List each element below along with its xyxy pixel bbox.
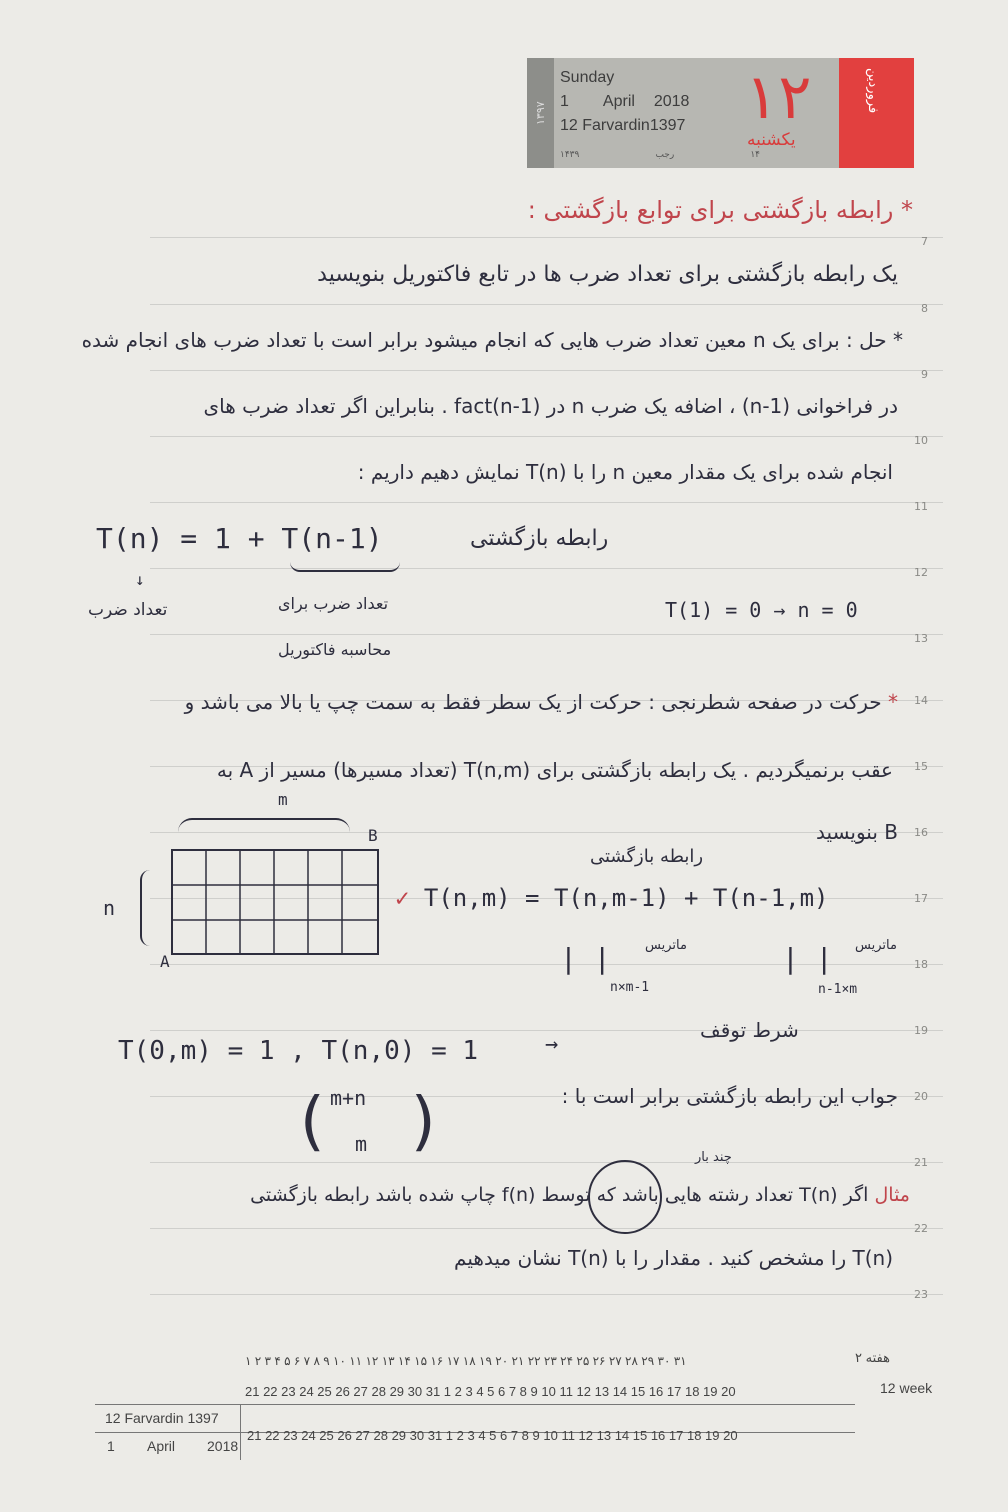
persian-date: 12 Farvardin1397 (560, 117, 686, 134)
equation-grid (395, 884, 828, 912)
base-case-grid: T(0,m) = 1 , T(n,0) = 1 (118, 1036, 479, 1066)
line-number: 8 (921, 302, 928, 315)
rule-line (150, 568, 943, 569)
line-number: 11 (914, 500, 928, 513)
line-number: 7 (921, 235, 928, 248)
rule-line (150, 304, 943, 305)
footer-row2-days: 21 22 23 24 25 26 27 28 29 30 31 1 2 3 4 5 6 7 8 9 10 11 12 13 14 15 16 17 18 19 20 (247, 1428, 738, 1443)
equation-factorial-label: رابطه بازگشتی (470, 526, 609, 551)
note-line-2-text: حل : برای یک n معین تعداد ضرب هایی که انجام میشود برابر است با تعداد ضرب های انجام شده (81, 328, 887, 352)
equation-left-note: تعداد ضرب (88, 600, 168, 620)
equation-mid-note-2: محاسبه فاکتوریل (278, 640, 392, 659)
note-line-5-text: حرکت در صفحه شطرنجی : حرکت از یک سطر فقط به سمت چپ یا بالا می باشد و (184, 690, 882, 714)
persian-day-name: یکشنبه (747, 130, 796, 150)
line-number: 23 (914, 1288, 928, 1301)
footer-rule (95, 1404, 855, 1405)
note-line-4: انجام شده برای یک مقدار معین n را با T(n) نمایش دهیم داریم : (357, 460, 893, 484)
matrix-bars-2: | | (782, 942, 833, 975)
date-month: April (602, 93, 635, 110)
rule-line (150, 1030, 943, 1031)
binomial-top: m+n (330, 1086, 367, 1110)
note-line-6: عقب برنمیگردیم . یک رابطه بازگشتی برای T(n,m) (تعداد مسیرها) مسیر از A به (216, 758, 893, 782)
grid-label-a: A (160, 952, 170, 971)
note-title-text: رابطه بازگشتی برای توابع بازگشتی : (527, 196, 894, 224)
binomial-paren-left: ( (292, 1085, 331, 1159)
binomial-paren-right: ) (405, 1085, 444, 1159)
date-day: 1 (560, 93, 569, 110)
rule-line (150, 1162, 943, 1163)
line-number: 17 (914, 892, 928, 905)
equation-grid-text: T(n,m) = T(n,m-1) + T(n-1,m) (423, 884, 829, 912)
footer-row2-month: April (147, 1438, 176, 1454)
footer-persian-days: ۱ ۲ ۳ ۴ ۵ ۶ ۷ ۸ ۹ ۱۰ ۱۱ ۱۲ ۱۳ ۱۴ ۱۵ ۱۶ ۱۷ ۱۸ ۱۹ ۲۰ ۲۱ ۲۲ ۲۳ ۲۴ ۲۵ ۲۶ ۲۷ ۲۸ ۲۹ ۳۰ ۳۱ (245, 1354, 687, 1368)
footer-week-label: 12 week (880, 1380, 933, 1396)
rule-line (150, 634, 943, 635)
note-line-6-m: m (278, 790, 288, 809)
line-number: 10 (914, 434, 928, 447)
note-line-9-text: اگر T(n) تعداد رشته هایی باشد که توسط f(n) چاپ شده باشد رابطه بازگشتی (250, 1184, 869, 1206)
line-number: 16 (914, 826, 928, 839)
hijri-month: رجب (655, 150, 675, 160)
note-line-10: T(n) را مشخص کنید . مقدار را با T(n) نشان میدهیم (454, 1246, 893, 1270)
rule-line (150, 237, 943, 238)
line-number: 20 (914, 1090, 928, 1103)
footer-week-label-fa: هفته ۲ (855, 1350, 890, 1365)
grid-left-brace (140, 870, 152, 946)
equation-grid-note-2: ماتریس (855, 938, 897, 953)
equation-mid-note-1: تعداد ضرب برای (278, 594, 389, 613)
date-header (527, 58, 914, 168)
note-line-3: در فراخوانی (n-1) ، اضافه یک ضرب n در fact(n-1) . بنابراین اگر تعداد ضرب های (203, 394, 898, 418)
note-title: * رابطه بازگشتی برای توابع بازگشتی : (527, 196, 913, 224)
chessboard-grid (170, 848, 382, 958)
footer-row2-year: 2018 (207, 1438, 239, 1454)
date-year: 2018 (653, 93, 690, 110)
rule-line (150, 1294, 943, 1295)
note-line-9-annotation: چند بار (695, 1150, 732, 1165)
equation-grid-label: رابطه بازگشتی (590, 846, 704, 867)
note-line-9 (250, 1184, 910, 1206)
equation-grid-sub-1: n×m-1 (610, 980, 650, 995)
line-number: 18 (914, 958, 928, 971)
right-arrow: → (545, 1032, 559, 1057)
line-number: 21 (914, 1156, 928, 1169)
rule-line (150, 1228, 943, 1229)
grid-label-n: n (103, 896, 116, 920)
gregorian-date-block (560, 66, 689, 138)
binomial-bottom: m (355, 1132, 368, 1156)
occasion-text: فروردین (865, 68, 880, 114)
note-line-8: جواب این رابطه بازگشتی برابر است با : (561, 1084, 898, 1108)
gregorian-date (560, 90, 689, 114)
check-mark: ✓ (395, 884, 424, 912)
footer-divider (240, 1404, 241, 1460)
line-number: 15 (914, 760, 928, 773)
hijri-day: ۱۴ (750, 150, 760, 160)
line-number: 9 (921, 368, 928, 381)
down-arrow: ↓ (135, 570, 145, 589)
equation-grid-sub-2: n-1×m (818, 982, 858, 997)
note-line-2: * حل : برای یک n معین تعداد ضرب هایی که انجام میشود برابر است با تعداد ضرب های انجام شده (81, 328, 903, 352)
line-number: 12 (914, 566, 928, 579)
matrix-bars-1: | | (560, 942, 611, 975)
persian-day-number: ۱۲ (745, 60, 812, 133)
example-label: مثال (874, 1184, 910, 1206)
hijri-date (560, 150, 760, 160)
footer-row1-label: 12 Farvardin 1397 (105, 1410, 219, 1426)
line-number: 19 (914, 1024, 928, 1037)
equation-grid-note-1: ماتریس (645, 938, 687, 953)
note-line-7: B بنویسید (816, 820, 898, 844)
equation-factorial: T(n) = 1 + T(n-1) (96, 522, 383, 555)
note-line-5: * حرکت در صفحه شطرنجی : حرکت از یک سطر فقط به سمت چپ یا بالا می باشد و (184, 690, 898, 714)
rule-line (150, 370, 943, 371)
side-year: ۱۳۹۷ (527, 58, 554, 168)
base-case-1: T(1) = 0 → n = 0 (665, 598, 858, 622)
rule-line (150, 436, 943, 437)
footer-row1-days: 21 22 23 24 25 26 27 28 29 30 31 1 2 3 4 5 6 7 8 9 10 11 12 13 14 15 16 17 18 19 20 (245, 1384, 736, 1399)
line-number: 13 (914, 632, 928, 645)
line-number: 14 (914, 694, 928, 707)
underbrace (290, 562, 400, 572)
weekday: Sunday (560, 69, 615, 86)
footer-calendar (95, 1340, 945, 1460)
grid-top-brace (178, 818, 350, 834)
hijri-year: ۱۴۳۹ (560, 150, 580, 160)
base-case-grid-label: شرط توقف (700, 1018, 799, 1042)
footer-row2-day: 1 (107, 1438, 115, 1454)
line-number: 22 (914, 1222, 928, 1235)
grid-label-b: B (368, 826, 378, 845)
rule-line (150, 502, 943, 503)
note-line-1: یک رابطه بازگشتی برای تعداد ضرب ها در تابع فاکتوریل بنویسید (317, 262, 898, 287)
